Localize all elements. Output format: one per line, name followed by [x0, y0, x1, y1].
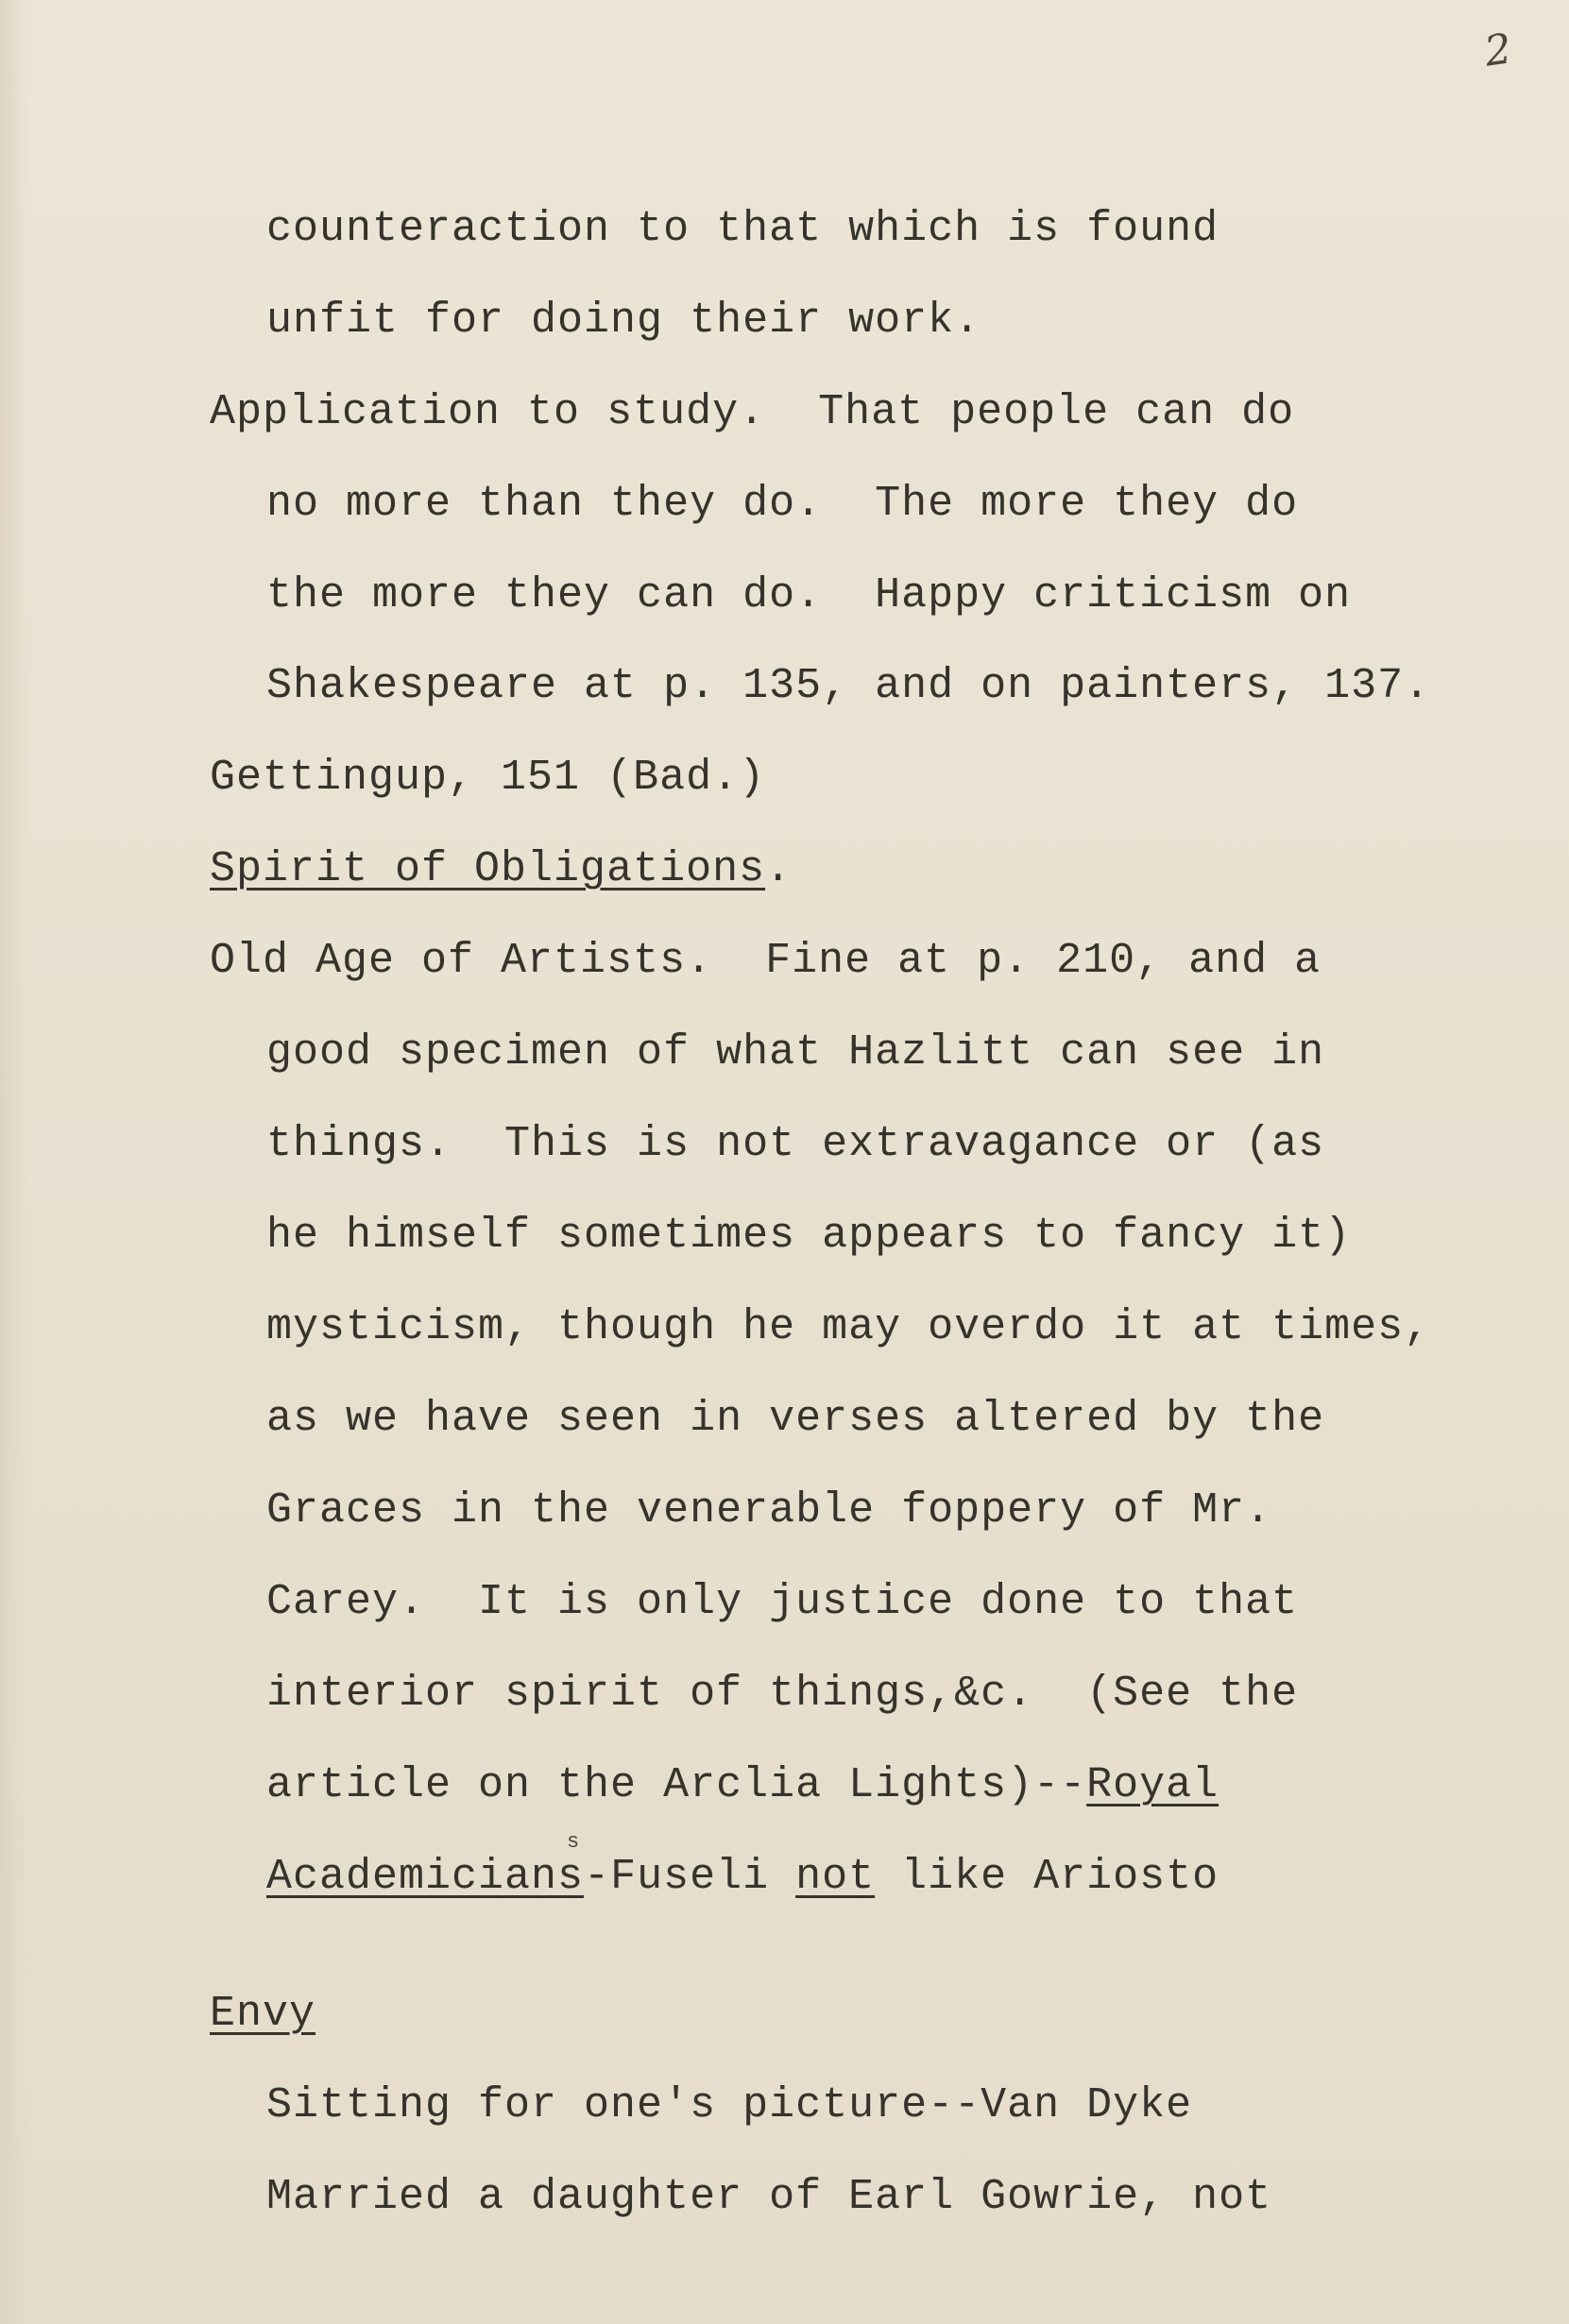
line-text: article on the Arclia Lights)-- — [266, 1761, 1087, 1809]
text-line: Application to study. That people can do — [210, 388, 1295, 436]
text-line: Shakespeare at p. 135, and on painters, 137. — [266, 662, 1431, 710]
heading-period: . — [765, 845, 793, 893]
heading-text: Envy — [210, 1990, 316, 2038]
text-line — [266, 1849, 1219, 1906]
text-line: Married a daughter of Earl Gowrie, not — [266, 2173, 1272, 2221]
handwritten-insertion-mark: s — [567, 1830, 580, 1854]
text-line: Old Age of Artists. Fine at p. 210, and a — [210, 937, 1322, 985]
text-line: things. This is not extravagance or (as — [266, 1120, 1325, 1168]
text-line: Carey. It is only justice done to that — [266, 1578, 1299, 1626]
page-number: 2 — [1481, 25, 1515, 76]
text-line: no more than they do. The more they do — [266, 480, 1299, 528]
text-line: he himself sometimes appears to fancy it) — [266, 1212, 1352, 1260]
heading-text: Spirit of Obligations — [210, 845, 766, 893]
text-line: interior spirit of things,&c. (See the — [266, 1670, 1299, 1718]
section-heading — [210, 841, 792, 898]
underlined-text: not — [795, 1853, 876, 1901]
text-line: as we have seen in verses altered by the — [266, 1395, 1325, 1443]
line-text: -Fuseli — [584, 1853, 796, 1901]
text-line: mysticism, though he may overdo it at times, — [266, 1303, 1431, 1351]
underlined-text: Academicians — [266, 1853, 585, 1901]
section-heading — [210, 1986, 316, 2043]
text-line: the more they can do. Happy criticism on — [266, 571, 1352, 619]
text-line — [266, 1757, 1219, 1814]
text-line: good specimen of what Hazlitt can see in — [266, 1028, 1325, 1077]
text-line: Gettingup, 151 (Bad.) — [210, 754, 766, 802]
text-line: counteraction to that which is found — [266, 205, 1219, 253]
text-line: unfit for doing their work. — [266, 297, 981, 345]
text-line: Graces in the venerable foppery of Mr. — [266, 1486, 1272, 1535]
underlined-text: Royal — [1086, 1761, 1219, 1809]
text-line: Sitting for one's picture--Van Dyke — [266, 2081, 1193, 2129]
line-text: like Ariosto — [875, 1853, 1219, 1901]
